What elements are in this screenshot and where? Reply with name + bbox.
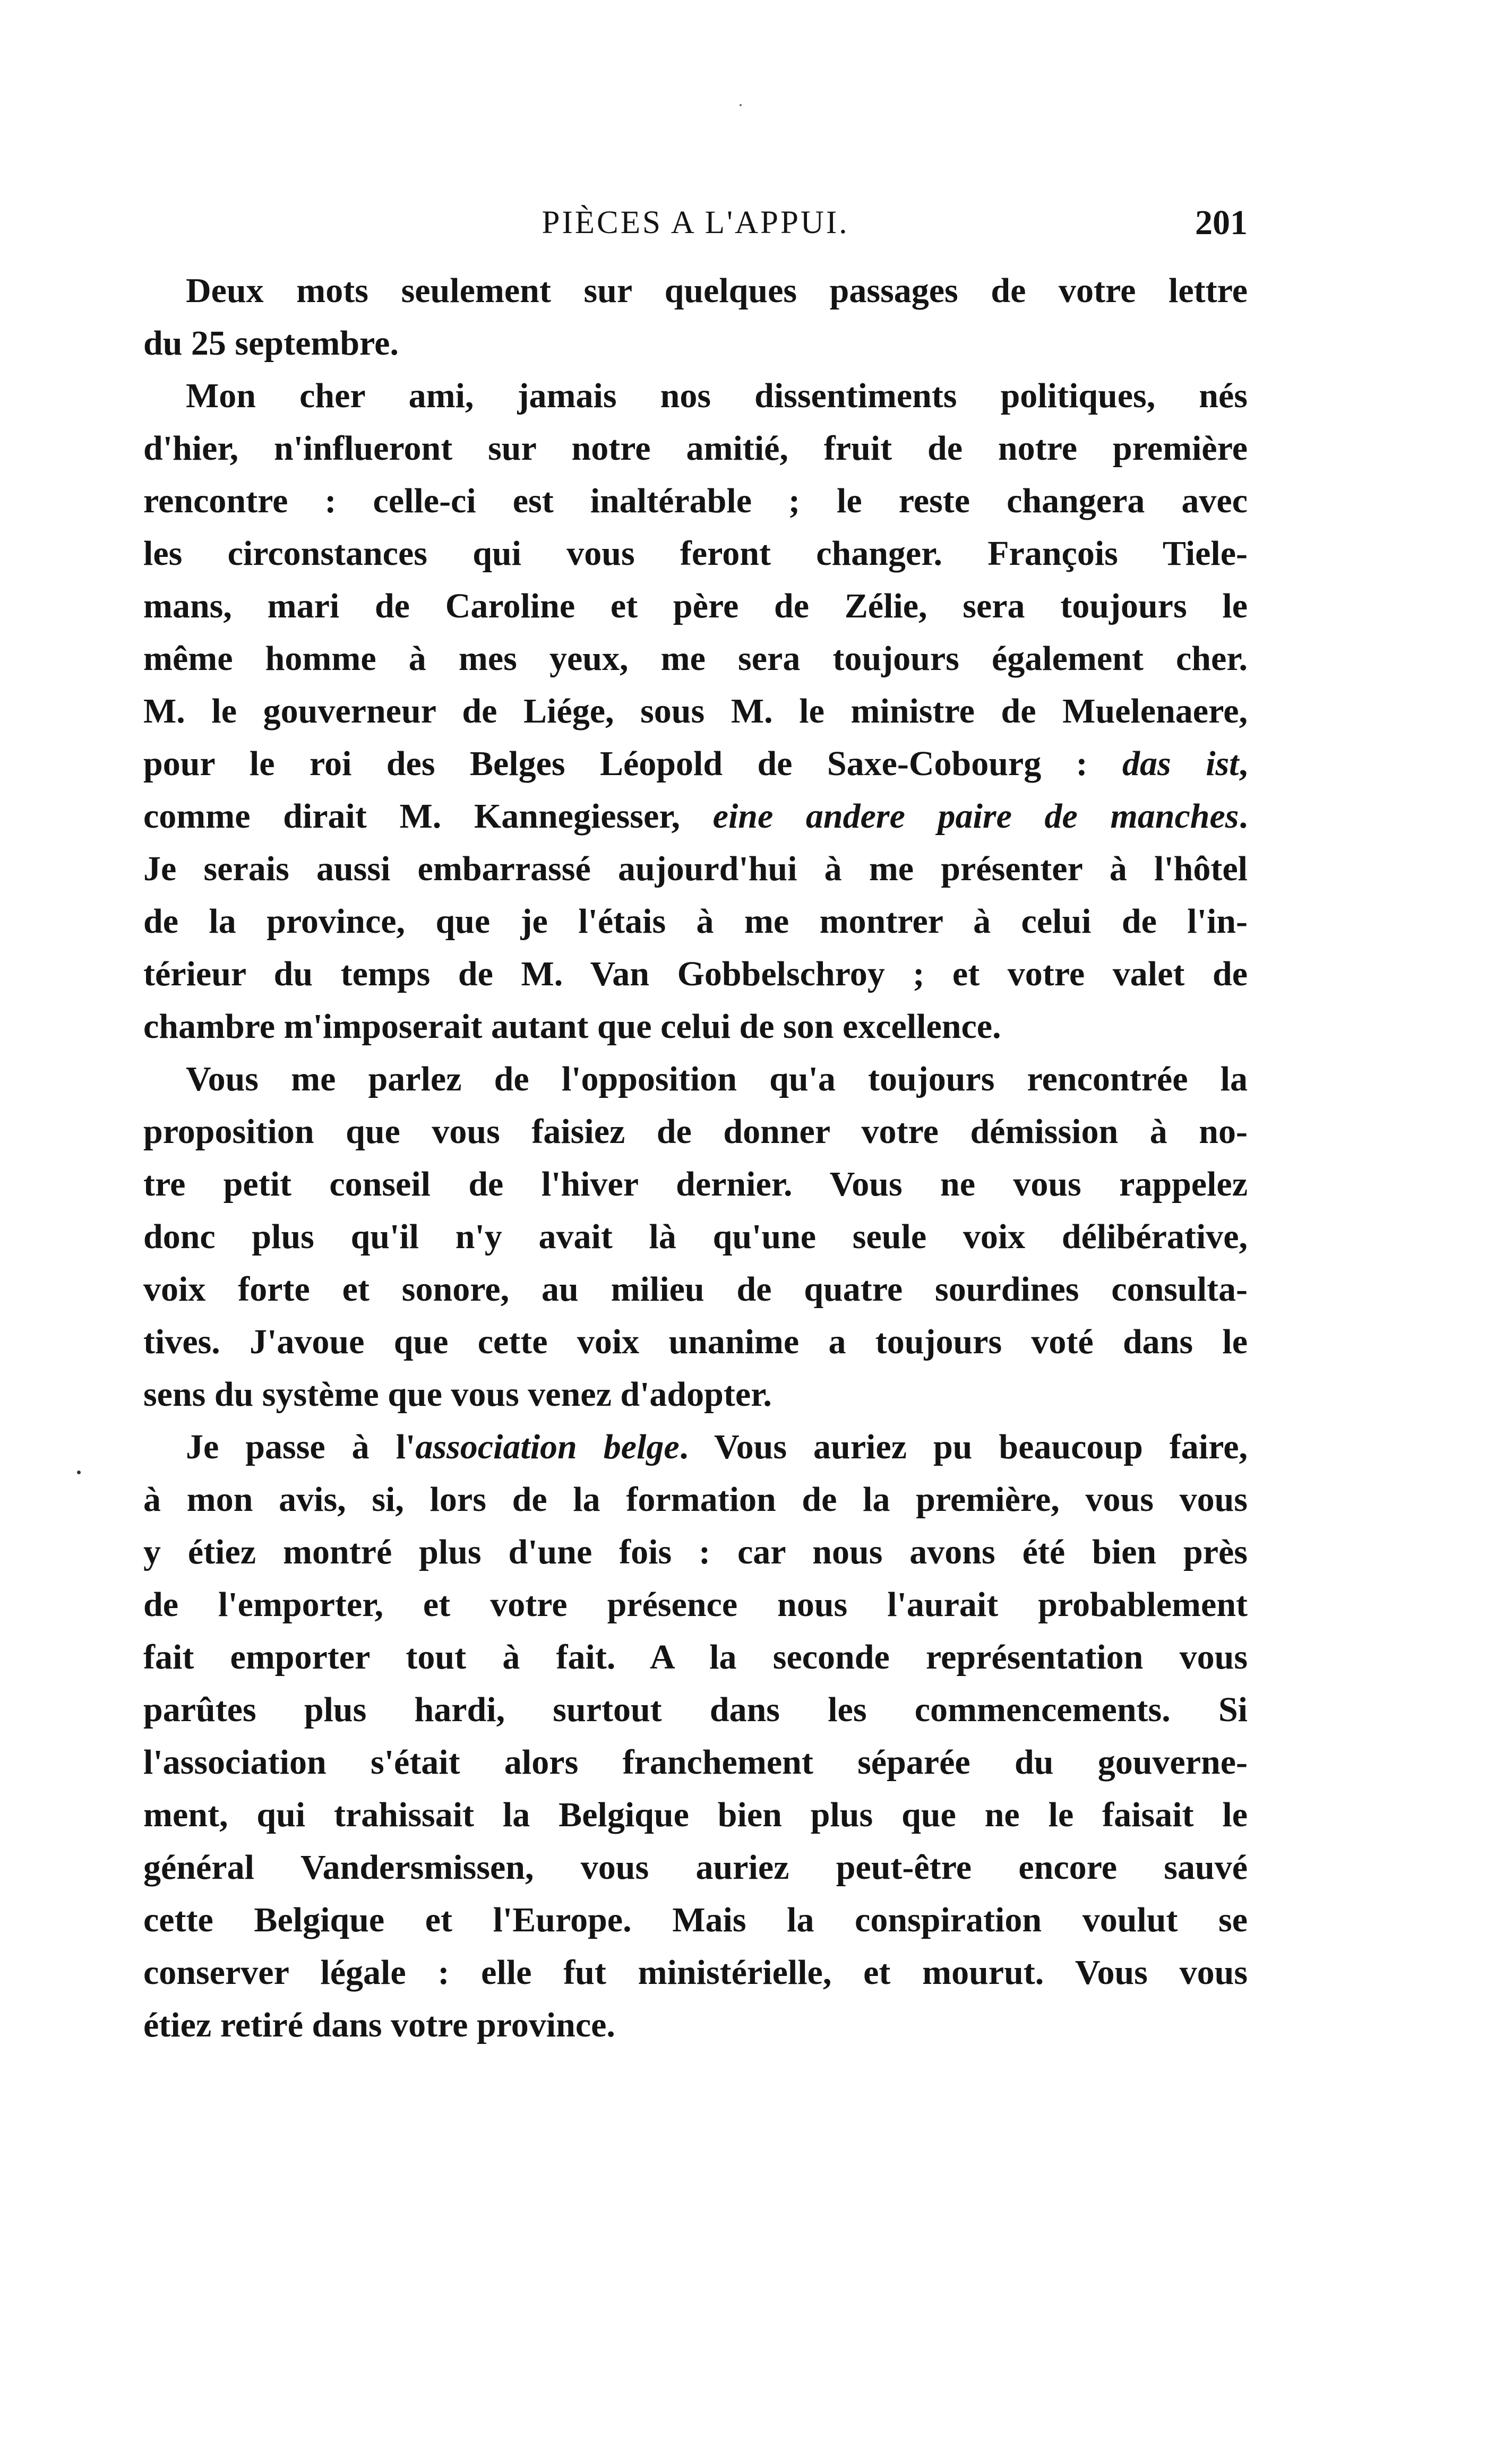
text-line: d'hier, n'influeront sur notre amitié, fruit de notre première (143, 429, 1248, 468)
margin-speck (77, 1471, 81, 1474)
page-number: 201 (1195, 203, 1248, 242)
text-segment: comme dirait M. Kannegiesser, (143, 797, 713, 836)
text-line: Je serais aussi embarrassé aujourd'hui à me présenter à l'hôtel (143, 849, 1248, 888)
text-line: chambre m'imposerait autant que celui de son excellence. (143, 1007, 1001, 1046)
text-line: l'association s'était alors franchement séparée du gouverne- (143, 1743, 1248, 1782)
text-line: térieur du temps de M. Van Gobbelschroy ; et votre valet de (143, 955, 1248, 993)
italic-phrase: eine andere paire de manches (712, 797, 1239, 836)
text-line: de l'emporter, et votre présence nous l'aurait probablement (143, 1585, 1248, 1624)
text-line: parûtes plus hardi, surtout dans les commencements. Si (143, 1690, 1248, 1729)
text-line (143, 1421, 1248, 1473)
text-line: même homme à mes yeux, me sera toujours également cher. (143, 639, 1248, 678)
text-line (143, 790, 1248, 843)
text-line: Deux mots seulement sur quelques passages de votre lettre (186, 271, 1248, 310)
text-line: fait emporter tout à fait. A la seconde représentation vous (143, 1638, 1248, 1677)
text-line: ment, qui trahissait la Belgique bien plus que ne le faisait le (143, 1795, 1248, 1834)
text-segment: , (1239, 744, 1248, 783)
text-segment: pour le roi des Belges Léopold de Saxe-Cobourg : (143, 744, 1123, 783)
text-line: M. le gouverneur de Liége, sous M. le ministre de Muelenaere, (143, 692, 1248, 730)
page-header (143, 199, 1248, 247)
text-line: y étiez montré plus d'une fois : car nous avons été bien près (143, 1533, 1248, 1571)
text-line: général Vandersmissen, vous auriez peut-être encore sauvé (143, 1848, 1248, 1887)
paper-speck (740, 104, 742, 106)
text-segment: . Vous auriez pu beaucoup faire, (679, 1428, 1248, 1466)
text-line: Vous me parlez de l'opposition qu'a toujours rencontrée la (186, 1060, 1248, 1098)
body-text (143, 264, 1248, 2051)
text-line: de la province, que je l'étais à me montrer à celui de l'in- (143, 902, 1248, 941)
text-segment: Je passe à l' (186, 1428, 416, 1466)
text-line: Mon cher ami, jamais nos dissentiments politiques, nés (186, 376, 1248, 415)
text-line: à mon avis, si, lors de la formation de la première, vous vous (143, 1480, 1248, 1519)
text-line: rencontre : celle-ci est inaltérable ; le reste changera avec (143, 482, 1248, 520)
text-line: tives. J'avoue que cette voix unanime a toujours voté dans le (143, 1322, 1248, 1361)
text-line: tre petit conseil de l'hiver dernier. Vous ne vous rappelez (143, 1165, 1248, 1204)
text-line: cette Belgique et l'Europe. Mais la conspiration voulut se (143, 1901, 1248, 1939)
text-line: conserver légale : elle fut ministérielle, et mourut. Vous vous (143, 1953, 1248, 1992)
text-line: sens du système que vous venez d'adopter. (143, 1375, 772, 1414)
text-segment: . (1239, 797, 1248, 836)
text-line: les circonstances qui vous feront changer. François Tiele- (143, 534, 1248, 573)
text-line: étiez retiré dans votre province. (143, 2006, 615, 2044)
text-line (143, 737, 1248, 790)
text-line: du 25 septembre. (143, 324, 399, 363)
text-line: proposition que vous faisiez de donner votre démission à no- (143, 1112, 1248, 1151)
text-line: mans, mari de Caroline et père de Zélie, sera toujours le (143, 587, 1248, 625)
italic-phrase: association belge (415, 1428, 680, 1466)
running-title: PIÈCES A L'APPUI. (542, 205, 849, 240)
text-line: donc plus qu'il n'y avait là qu'une seule voix délibérative, (143, 1217, 1248, 1256)
italic-phrase: das ist (1122, 744, 1239, 783)
text-line: voix forte et sonore, au milieu de quatre sourdines consulta- (143, 1270, 1248, 1309)
